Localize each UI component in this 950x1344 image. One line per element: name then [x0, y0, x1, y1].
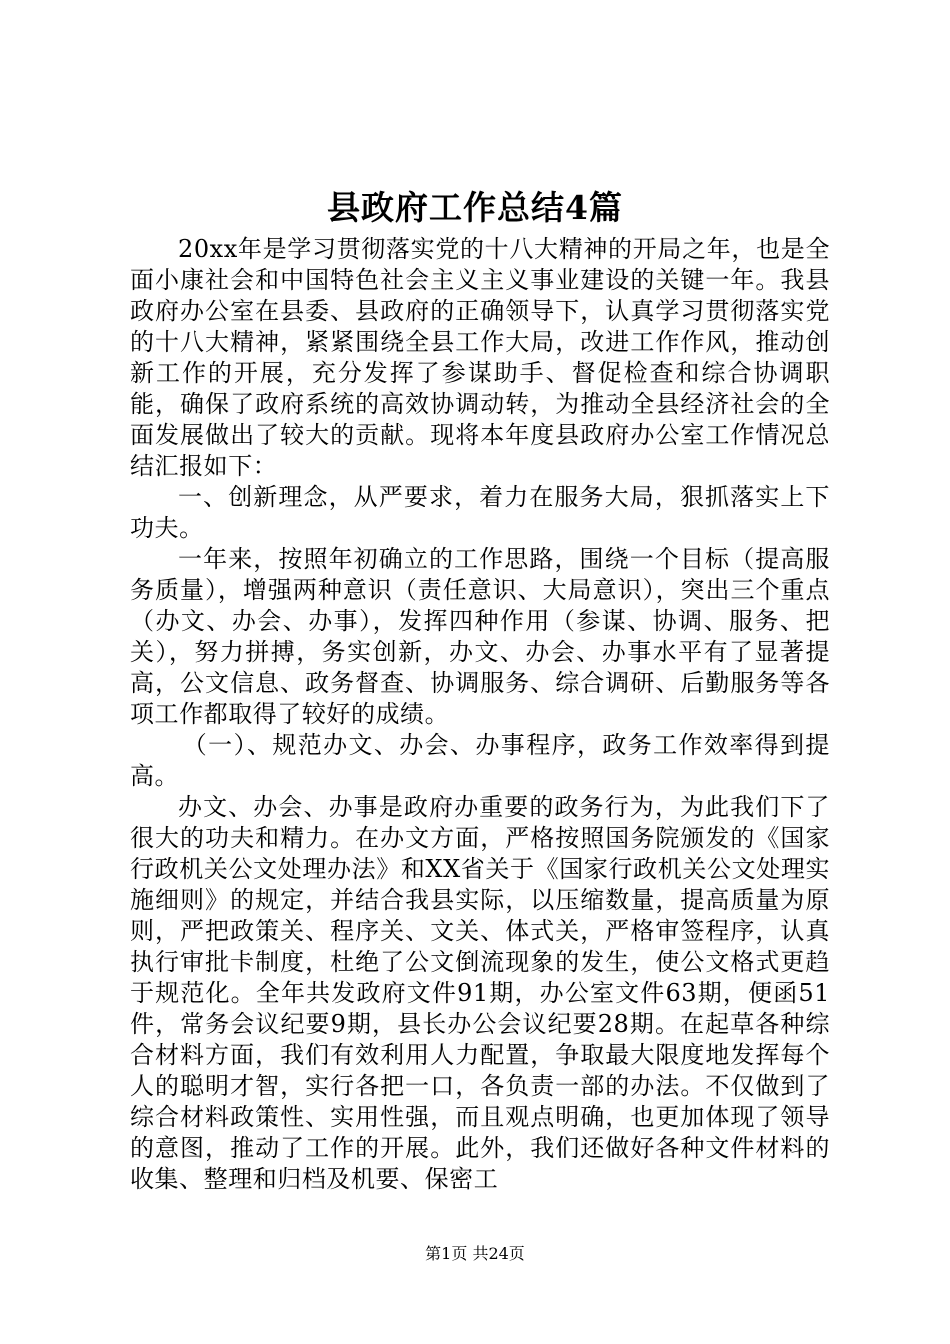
document-title: 县政府工作总结4篇 — [327, 188, 623, 227]
section-heading-1: 一、创新理念，从严要求，着力在服务大局，狠抓落实上下功夫。 — [130, 483, 830, 542]
subsection-heading-1: （一）、规范办文、办会、办事程序，政务工作效率得到提高。 — [130, 731, 830, 790]
paragraph-intro: 20xx年是学习贯彻落实党的十八大精神的开局之年，也是全面小康社会和中国特色社会主义主义事业建设的关键一年。我县政府办公室在县委、县政府的正确领导下，认真学习贯彻落实党的十八大精神，紧紧围绕全县工作大局，改进工作作风，推动创新工作的开展，充分发挥了参谋助手、督促检查和综合协调职能，确保了政府系统的高效协调动转，为推动全县经济社会的全面发展做出了较大的贡献。现将本年度县政府办公室工作情况总结汇报如下： — [130, 235, 830, 480]
document-body — [130, 234, 830, 1195]
paragraph-overview: 一年来，按照年初确立的工作思路，围绕一个目标（提高服务质量），增强两种意识（责任意识、大局意识），突出三个重点（办文、办会、办事），发挥四种作用（参谋、协调、服务、把关），努力拼搏，务实创新，办文、办会、办事水平有了显著提高，公文信息、政务督查、协调服务、综合调研、后勤服务等各项工作都取得了较好的成绩。 — [130, 545, 830, 728]
page-number-footer: 第1页 共24页 — [425, 1244, 525, 1263]
paragraph-document-work: 办文、办会、办事是政府办重要的政务行为，为此我们下了很大的功夫和精力。在办文方面，严格按照国务院颁发的《国家行政机关公文处理办法》和XX省关于《国家行政机关公文处理实施细则》的规定，并结合我县实际，以压缩数量，提高质量为原则，严把政策关、程序关、文关、体式关，严格审签程序，认真执行审批卡制度，杜绝了公文倒流现象的发生，使公文格式更趋于规范化。全年共发政府文件91期，办公室文件63期，便函51件，常务会议纪要9期，县长办公会议纪要28期。在起草各种综合材料方面，我们有效利用人力配置，争取最大限度地发挥每个人的聪明才智，实行各把一口，各负责一部的办法。不仅做到了综合材料政策性、实用性强，而且观点明确，也更加体现了领导的意图，推动了工作的开展。此外，我们还做好各种文件材料的收集、整理和归档及机要、保密工 — [130, 793, 830, 1193]
